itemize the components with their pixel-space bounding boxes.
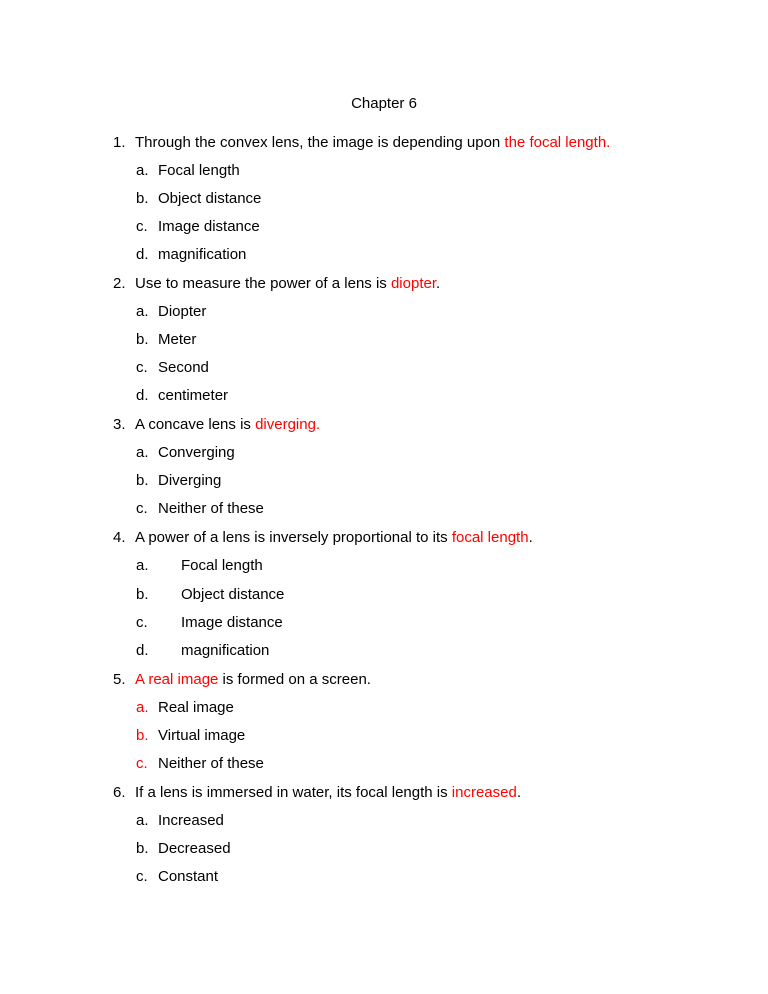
option-text: Second: [158, 359, 209, 376]
option-text: Decreased: [158, 840, 231, 857]
question-text: A power of a lens is inversely proportional to its: [135, 529, 452, 546]
question-text: A concave lens is: [135, 416, 256, 433]
option-item: [136, 218, 260, 235]
option-letter: b.: [136, 331, 149, 348]
option-text: Increased: [158, 812, 224, 829]
answer-text: diopter: [390, 275, 437, 292]
option-letter: b.: [136, 727, 149, 744]
option-item: [136, 614, 283, 631]
option-item: [136, 472, 221, 489]
question-4: [113, 529, 533, 546]
option-letter: d.: [136, 387, 149, 404]
question-number: 5.: [113, 671, 126, 688]
option-text: Diverging: [158, 472, 222, 489]
answer-text: increased: [451, 784, 517, 801]
option-item: [136, 331, 196, 348]
question-text: Use to measure the power of a lens is: [135, 275, 391, 292]
option-text: magnification: [181, 642, 270, 659]
option-letter: c.: [136, 755, 148, 772]
option-text: Focal length: [158, 162, 240, 179]
option-letter: c.: [136, 614, 148, 631]
option-text: Real image: [158, 699, 234, 716]
option-text: Image distance: [181, 614, 283, 631]
option-letter: c.: [136, 359, 148, 376]
question-6: [113, 784, 521, 801]
answer-text: diverging.: [255, 416, 321, 433]
option-item: [136, 868, 218, 885]
option-letter: a.: [136, 699, 149, 716]
question-text: If a lens is immersed in water, its focal length is: [135, 784, 452, 801]
option-item: [136, 727, 245, 744]
option-item: [136, 755, 264, 772]
option-text: Converging: [158, 444, 235, 461]
option-text: Neither of these: [158, 755, 264, 772]
option-letter: a.: [136, 557, 149, 574]
question-number: 3.: [113, 416, 126, 433]
option-text: Virtual image: [158, 727, 246, 744]
option-letter: b.: [136, 472, 149, 489]
option-item: [136, 246, 246, 263]
option-text: Object distance: [181, 586, 285, 603]
question-3: [113, 416, 320, 433]
option-letter: c.: [136, 500, 148, 517]
question-number: 2.: [113, 275, 126, 292]
option-text: Neither of these: [158, 500, 264, 517]
option-item: [136, 699, 234, 716]
option-text: Focal length: [181, 557, 263, 574]
answer-text: the focal length.: [504, 134, 611, 151]
option-item: [136, 387, 228, 404]
option-item: [136, 444, 235, 461]
question-number: 4.: [113, 529, 126, 546]
question-2: [113, 275, 440, 292]
question-text-end: .: [436, 275, 441, 292]
option-letter: b.: [136, 586, 149, 603]
question-5: [113, 671, 371, 688]
option-item: [136, 642, 269, 659]
option-text: Image distance: [158, 218, 260, 235]
option-letter: b.: [136, 190, 149, 207]
option-item: [136, 840, 231, 857]
option-letter: c.: [136, 218, 148, 235]
option-letter: d.: [136, 246, 149, 263]
option-item: [136, 359, 209, 376]
question-number: 6.: [113, 784, 126, 801]
option-letter: a.: [136, 162, 149, 179]
option-text: magnification: [158, 246, 247, 263]
question-number: 1.: [113, 134, 126, 151]
option-text: Meter: [158, 331, 197, 348]
option-item: [136, 557, 263, 574]
option-item: [136, 303, 206, 320]
option-text: Diopter: [158, 303, 207, 320]
option-text: Object distance: [158, 190, 262, 207]
answer-text: focal length: [451, 529, 529, 546]
question-text: Through the convex lens, the image is depending upon: [135, 134, 505, 151]
option-letter: a.: [136, 303, 149, 320]
option-item: [136, 500, 264, 517]
option-letter: d.: [136, 642, 149, 659]
option-item: [136, 162, 240, 179]
page-title: Chapter 6: [351, 95, 417, 112]
option-text: centimeter: [158, 387, 229, 404]
question-text-end: is formed on a screen.: [218, 671, 371, 688]
option-item: [136, 586, 284, 603]
question-text-end: .: [528, 529, 533, 546]
question-1: [113, 134, 610, 151]
option-text: Constant: [158, 868, 219, 885]
option-letter: a.: [136, 812, 149, 829]
option-letter: c.: [136, 868, 148, 885]
question-text-end: .: [516, 784, 522, 801]
answer-text: A real image: [135, 671, 219, 688]
option-letter: a.: [136, 444, 149, 461]
option-letter: b.: [136, 840, 149, 857]
option-item: [136, 812, 224, 829]
option-item: [136, 190, 261, 207]
